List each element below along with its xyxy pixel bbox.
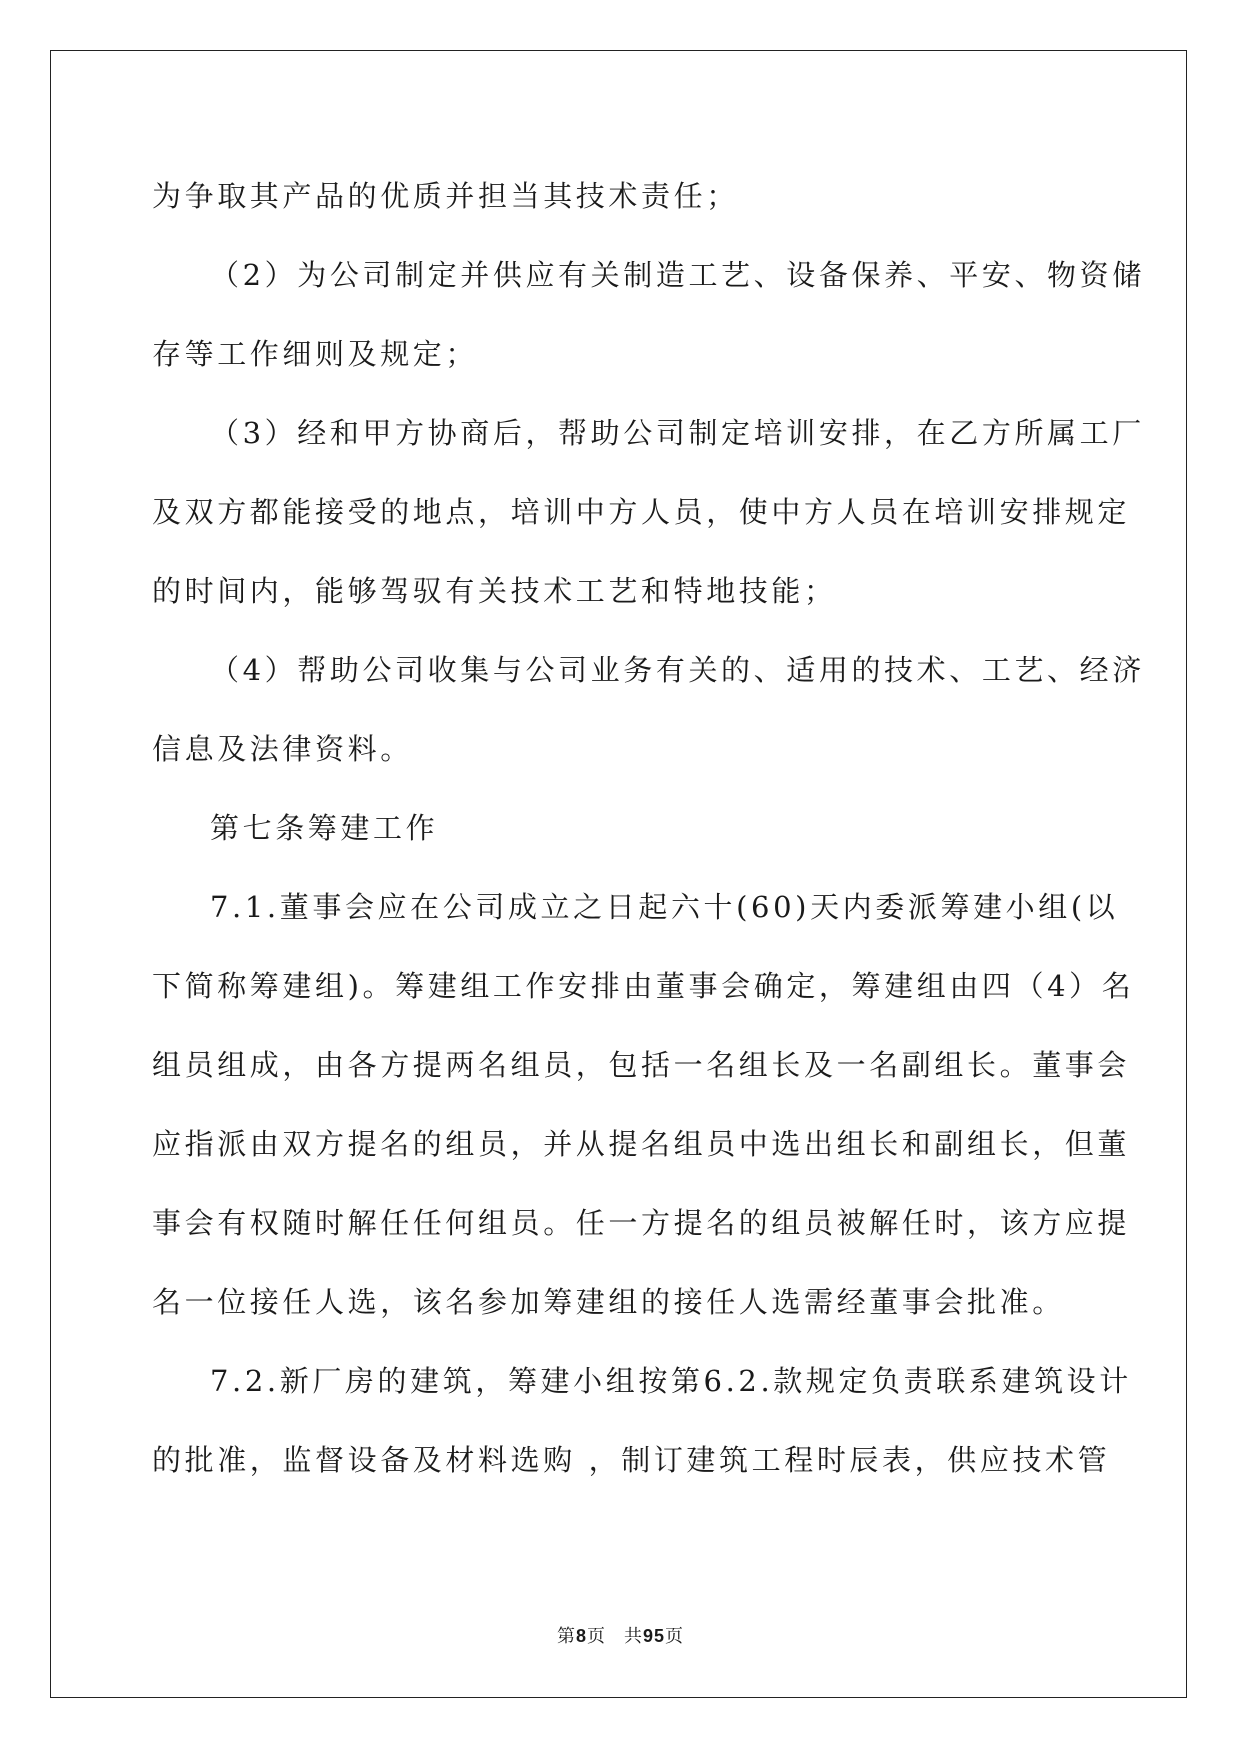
page-number-total: 95 — [642, 1626, 666, 1646]
page-number-suffix: 页 — [586, 1626, 606, 1647]
body-line: （4）帮助公司收集与公司业务有关的、适用的技术、工艺、经济 — [210, 653, 1145, 687]
page-total-suffix: 页 — [665, 1626, 685, 1647]
page-number-current: 8 — [575, 1626, 587, 1646]
body-line: 下简称筹建组)。筹建组工作安排由董事会确定，筹建组由四（4）名 — [152, 969, 1135, 1003]
body-line: 的时间内，能够驾驭有关技术工艺和特地技能； — [152, 574, 837, 608]
body-line: 存等工作细则及规定； — [152, 337, 479, 371]
body-line: 为争取其产品的优质并担当其技术责任； — [152, 179, 739, 213]
body-line: 及双方都能接受的地点，培训中方人员，使中方人员在培训安排规定 — [152, 495, 1131, 529]
body-line: 名一位接任人选，该名参加筹建组的接任人选需经董事会批准。 — [152, 1285, 1065, 1319]
body-line: 信息及法律资料。 — [152, 732, 413, 766]
body-line: 应指派由双方提名的组员，并从提名组员中选出组长和副组长，但董 — [152, 1127, 1131, 1161]
page-number-prefix: 第 — [556, 1626, 576, 1647]
body-line: （3）经和甲方协商后，帮助公司制定培训安排，在乙方所属工厂 — [210, 416, 1145, 450]
body-line: 组员组成，由各方提两名组员，包括一名组长及一名副组长。董事会 — [152, 1048, 1131, 1082]
body-line: 7.2.新厂房的建筑，筹建小组按第6.2.款规定负责联系建筑设计 — [210, 1364, 1132, 1398]
section-heading: 第七条筹建工作 — [210, 811, 439, 845]
body-line: 事会有权随时解任任何组员。任一方提名的组员被解任时，该方应提 — [152, 1206, 1131, 1240]
body-line: （2）为公司制定并供应有关制造工艺、设备保养、平安、物资储 — [210, 258, 1145, 292]
body-line: 7.1.董事会应在公司成立之日起六十(60)天内委派筹建小组(以 — [210, 890, 1119, 924]
page-total-prefix: 共 — [623, 1626, 643, 1647]
body-line: 的批准，监督设备及材料选购 ，制订建筑工程时辰表，供应技术管 — [152, 1443, 1111, 1477]
page-footer — [0, 1624, 1241, 1649]
